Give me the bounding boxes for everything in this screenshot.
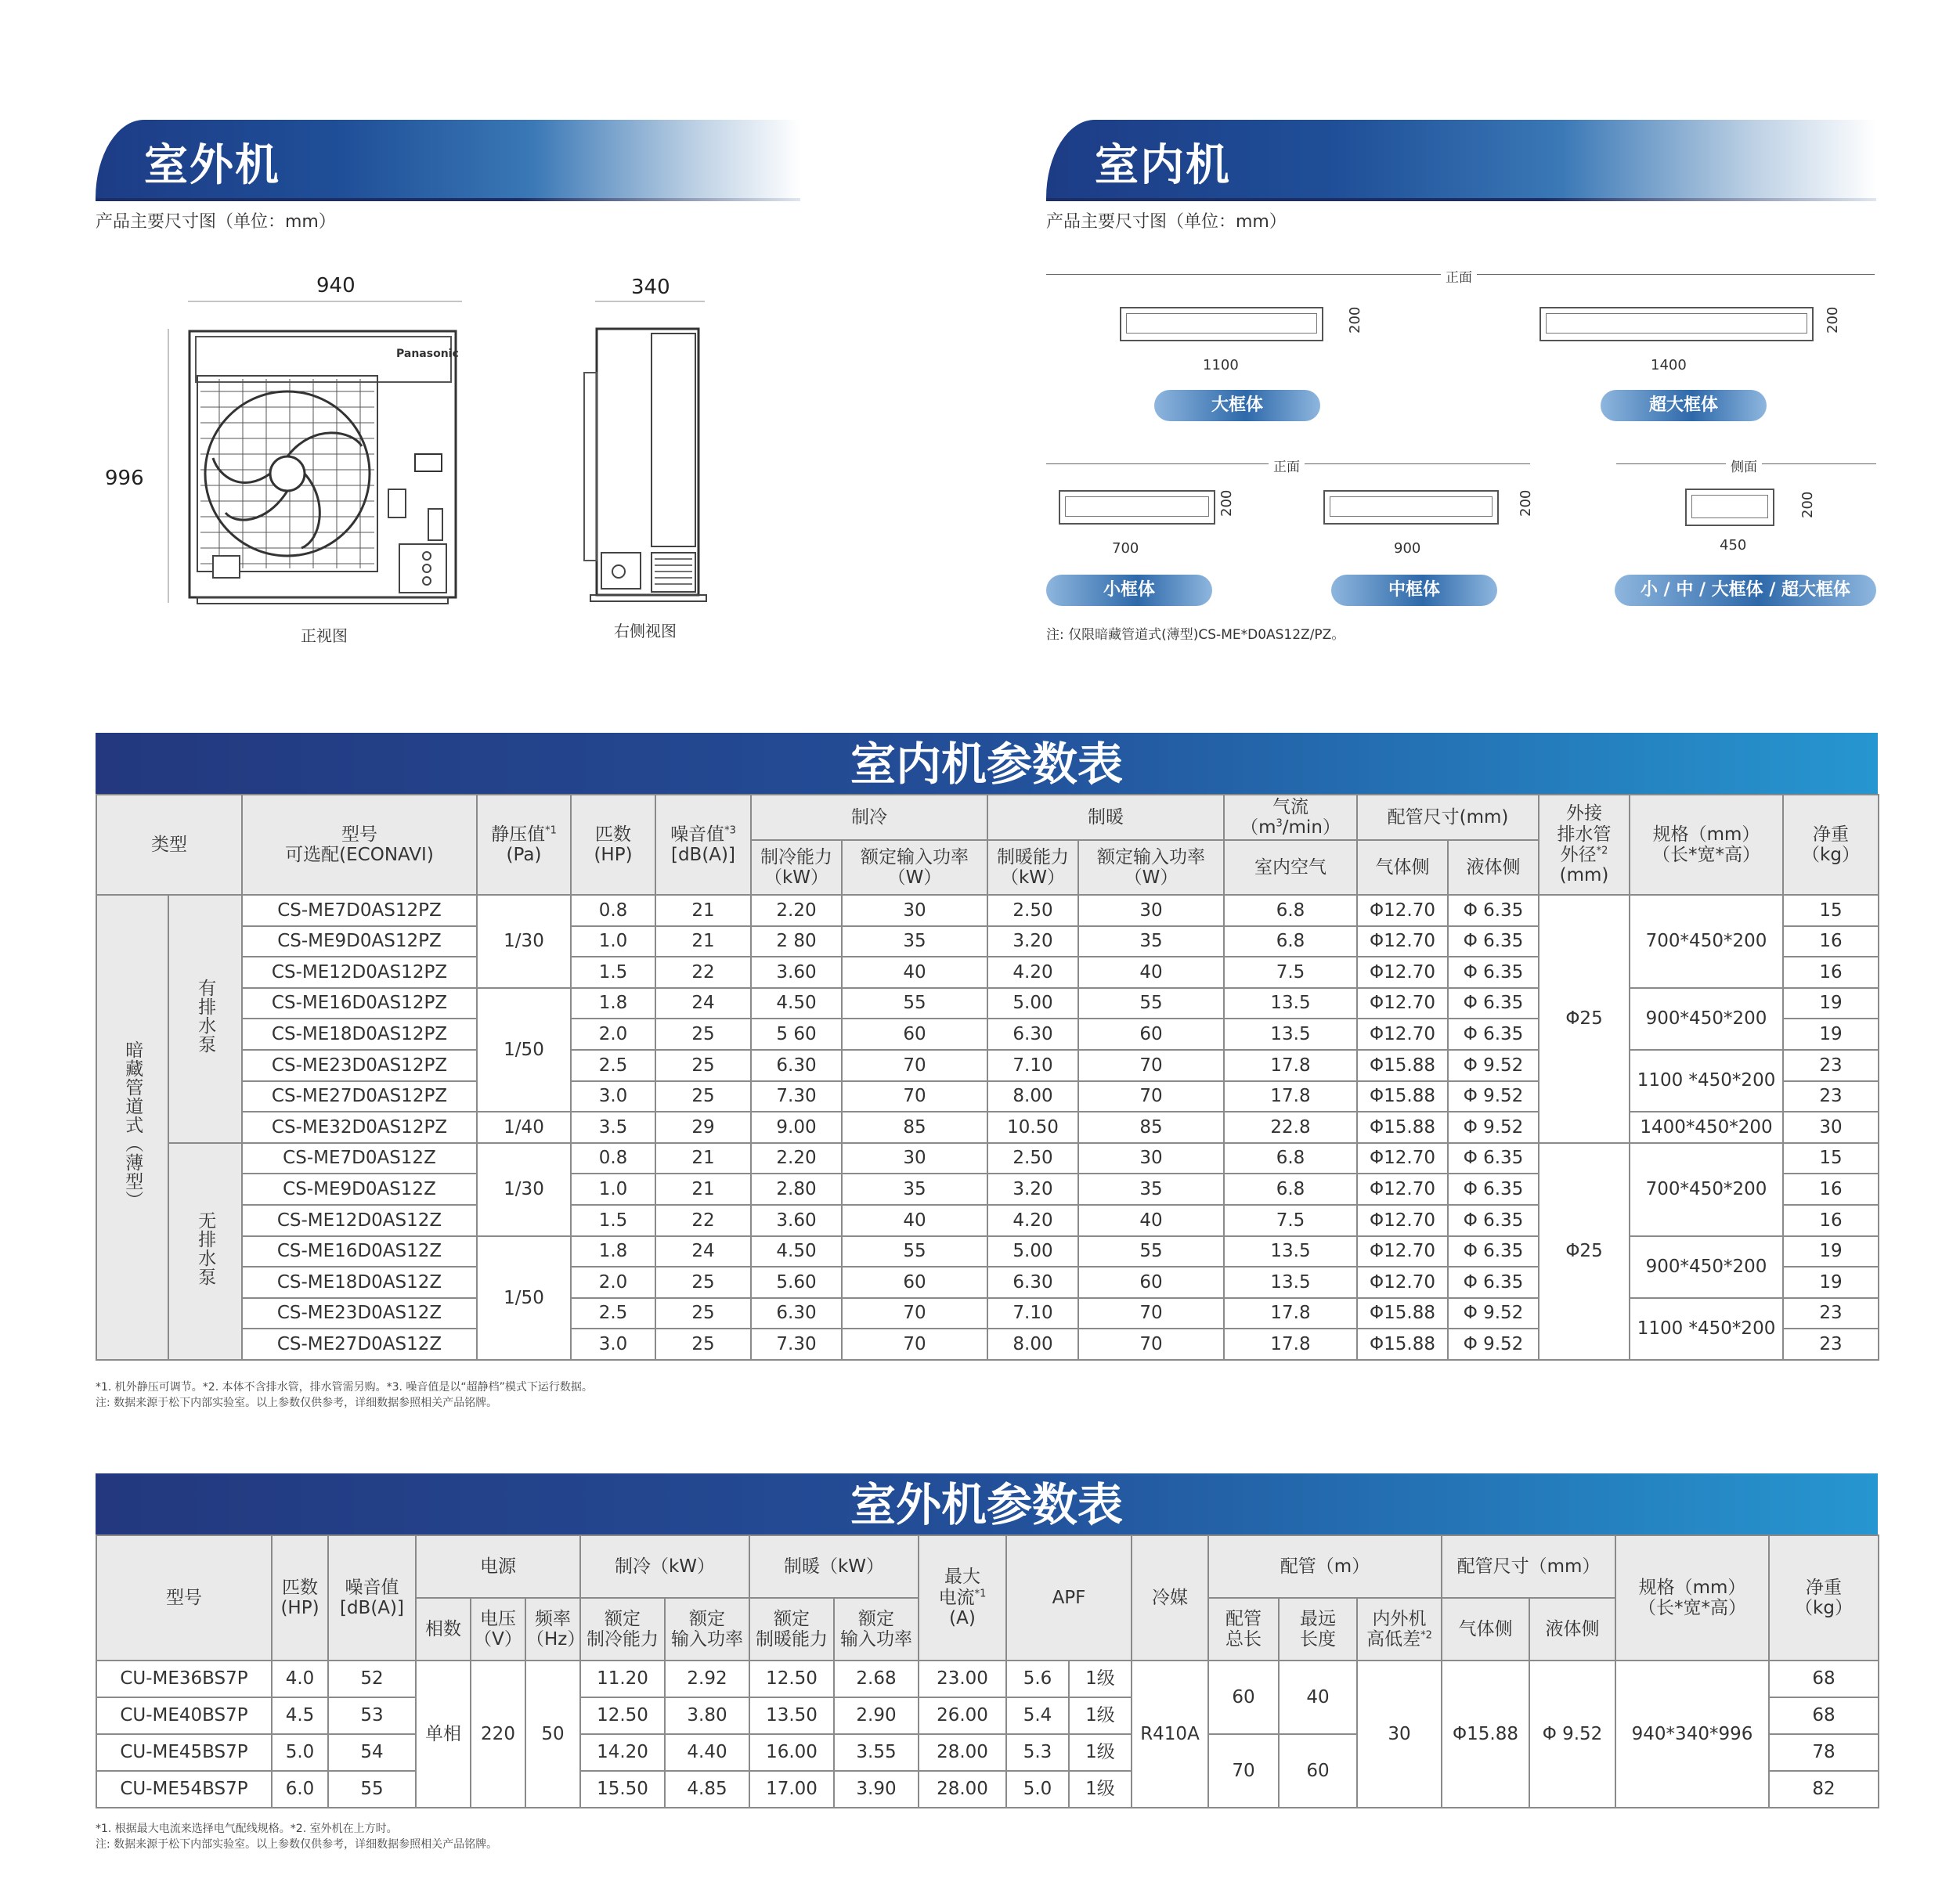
th-cool-pow: 额定输入功率 （W） — [842, 840, 987, 895]
indoor-front-label-1: 正面 — [1441, 266, 1477, 286]
table-row: CU-ME36BS7P 4.0 52 单相 220 50 11.20 2.92 12.50 2.68 23.00 5.6 1级 R410A 60 40 30 Φ15.88 Φ 9.52 940*340*996 68 — [96, 1661, 1879, 1697]
table-row: CS-ME9D0AS12PZ 1.0 21 2 80 35 3.20 35 6.8 Φ12.70 Φ 6.35 16 — [96, 926, 1879, 957]
oth-power: 电源 — [416, 1535, 580, 1598]
table-row: CU-ME45BS7P 5.0 54 14.20 4.40 16.00 3.55 28.00 5.3 1级 70 60 78 — [96, 1734, 1879, 1771]
outdoor-front-caption: 正视图 — [301, 626, 348, 645]
outdoor-side-drawing — [579, 298, 720, 618]
oth-total: 配管 总长 — [1208, 1598, 1279, 1661]
th-pipe: 配管尺寸(mm) — [1357, 795, 1539, 840]
pill-small: 小框体 — [1046, 575, 1212, 606]
th-heat-cap: 制暖能力 （kW） — [987, 840, 1078, 895]
indoor-table-title: 室内机参数表 — [96, 733, 1878, 794]
indoor-title: 室内机 — [1095, 140, 1231, 191]
oth-cool-pow: 额定 输入功率 — [665, 1598, 749, 1661]
indoor-table-notes: *1. 机外静压可调节。*2. 本体不含排水管，排水管需另购。*3. 噪音值是以“超静档”模式下运行数据。 注: 数据来源于松下内部实验室。以上参数仅供参考，详细数据参照相关产品铭牌。 — [96, 1381, 593, 1409]
indoor-side-label: 侧面 — [1726, 456, 1762, 475]
table-row: CS-ME23D0AS12PZ 2.5 25 6.30 70 7.10 70 17.8 Φ15.88 Φ 9.52 1100 *450*200 23 — [96, 1050, 1879, 1081]
th-type: 类型 — [96, 795, 242, 895]
th-cooling: 制冷 — [751, 795, 987, 840]
duct-900-width: 900 — [1394, 540, 1421, 557]
table-row: CS-ME27D0AS12Z 3.0 25 7.30 70 8.00 70 17.8 Φ15.88 Φ 9.52 23 — [96, 1329, 1879, 1360]
outdoor-table-title: 室外机参数表 — [96, 1473, 1878, 1534]
outdoor-param-table — [96, 1534, 1879, 1808]
oth-pipe: 配管尺寸（mm） — [1442, 1535, 1615, 1598]
outdoor-front-height: 996 — [105, 467, 144, 490]
table-row: CS-ME27D0AS12PZ 3.0 25 7.30 70 8.00 70 17.8 Φ15.88 Φ 9.52 23 — [96, 1081, 1879, 1112]
outdoor-banner — [96, 120, 800, 198]
duct-900 — [1323, 490, 1499, 525]
outdoor-table-notes: *1. 根据最大电流来选择电气配线规格。*2. 室外机在上方时。 注: 数据来源于松下内部实验室。以上参数仅供参考，详细数据参照相关产品铭牌。 — [96, 1823, 498, 1851]
oth-freq: 频率 （Hz） — [525, 1598, 580, 1661]
indoor-front-label-2: 正面 — [1269, 456, 1305, 475]
th-hp: 匹数 (HP) — [571, 795, 655, 895]
table-row: CS-ME12D0AS12PZ 1.5 22 3.60 40 4.20 40 7.5 Φ12.70 Φ 6.35 16 — [96, 957, 1879, 988]
duct-700-height: 200 — [1218, 489, 1235, 517]
th-noise: 噪音值$^{*3}$ [dB(A)] — [655, 795, 751, 895]
oth-phase: 相数 — [416, 1598, 471, 1661]
outdoor-side-caption: 右侧视图 — [614, 622, 677, 640]
pill-all: 小 / 中 / 大框体 / 超大框体 — [1615, 575, 1876, 606]
oth-model: 型号 — [96, 1535, 272, 1661]
duct-1100 — [1120, 307, 1323, 341]
table-row: CS-ME16D0AS12Z 1/50 1.8 24 4.50 55 5.00 55 13.5 Φ12.70 Φ 6.35 900*450*200 19 — [96, 1236, 1879, 1268]
table-row: CS-ME32D0AS12PZ 1/40 3.5 29 9.00 85 10.50 85 22.8 Φ15.88 Φ 9.52 1400*450*200 30 — [96, 1112, 1879, 1143]
th-gas: 气体侧 — [1357, 840, 1448, 895]
table-row: CS-ME12D0AS12Z 1.5 22 3.60 40 4.20 40 7.5 Φ12.70 Φ 6.35 16 — [96, 1205, 1879, 1236]
duct-900-height: 200 — [1518, 489, 1534, 517]
oth-apf: APF — [1006, 1535, 1132, 1661]
th-airflow: 气流 $(m^3/\min)$ — [1224, 795, 1357, 840]
th-drain: 外接 排水管 外径$^{*2}$ (mm) — [1539, 795, 1630, 895]
duct-side — [1685, 489, 1774, 526]
oth-heat-pow: 额定 输入功率 — [834, 1598, 919, 1661]
th-cool-cap: 制冷能力 （kW） — [751, 840, 842, 895]
duct-1100-width: 1100 — [1203, 357, 1239, 373]
duct-700 — [1059, 490, 1215, 525]
indoor-banner — [1046, 120, 1876, 198]
outdoor-front-width: 940 — [316, 274, 356, 298]
table-row: CS-ME16D0AS12PZ 1/50 1.8 24 4.50 55 5.00 55 13.5 Φ12.70 Φ 6.35 900*450*200 19 — [96, 988, 1879, 1019]
outdoor-unit-label: 产品主要尺寸图（单位：mm） — [96, 212, 336, 232]
oth-cool-cap: 额定 制冷能力 — [580, 1598, 665, 1661]
duct-side-width: 450 — [1720, 537, 1747, 554]
table-row: CU-ME40BS7P 4.5 53 12.50 3.80 13.50 2.90 26.00 5.4 1级 68 — [96, 1697, 1879, 1734]
table-row: 无排水泵 CS-ME7D0AS12Z 1/30 0.8 21 2.20 30 2.50 30 6.8 Φ12.70 Φ 6.35 Φ25 700*450*200 15 — [96, 1143, 1879, 1174]
table-row: CS-ME23D0AS12Z 2.5 25 6.30 70 7.10 70 17.8 Φ15.88 Φ 9.52 1100 *450*200 23 — [96, 1298, 1879, 1329]
table-row: CU-ME54BS7P 6.0 55 15.50 4.85 17.00 3.90 28.00 5.0 1级 82 — [96, 1771, 1879, 1808]
duct-1400 — [1539, 307, 1814, 341]
outdoor-front-drawing — [157, 290, 485, 618]
table-row: CS-ME18D0AS12Z 2.0 25 5.60 60 6.30 60 13.5 Φ12.70 Φ 6.35 19 — [96, 1267, 1879, 1298]
oth-volt: 电压 （V） — [471, 1598, 525, 1661]
duct-700-width: 700 — [1112, 540, 1139, 557]
table-row: CS-ME18D0AS12PZ 2.0 25 5 60 60 6.30 60 13.5 Φ12.70 Φ 6.35 19 — [96, 1019, 1879, 1050]
th-airflow-sub: 室内空气 — [1224, 840, 1357, 895]
group-pump: 有排水泵 — [168, 895, 242, 1143]
oth-piping: 配管（m） — [1208, 1535, 1442, 1598]
oth-heat-cap: 额定 制暖能力 — [749, 1598, 834, 1661]
duct-1100-height: 200 — [1347, 306, 1363, 334]
duct-1400-height: 200 — [1825, 306, 1841, 334]
oth-spec: 规格（mm） （长*宽*高） — [1615, 1535, 1769, 1661]
indoor-param-table — [96, 794, 1879, 1361]
pill-large: 大框体 — [1154, 390, 1320, 421]
oth-weight: 净重 （kg） — [1769, 1535, 1879, 1661]
indoor-note: 注: 仅限暗藏管道式(薄型)CS-ME*D0AS12Z/PZ。 — [1046, 627, 1345, 643]
outdoor-title: 室外机 — [144, 140, 280, 191]
oth-hp: 匹数 (HP) — [272, 1535, 328, 1661]
outdoor-side-width: 340 — [631, 276, 670, 299]
brand-logo: Panasonic — [396, 348, 459, 360]
oth-cooling: 制冷（kW） — [580, 1535, 749, 1598]
duct-1400-width: 1400 — [1651, 357, 1687, 373]
duct-side-height: 200 — [1799, 491, 1816, 518]
th-heating: 制暖 — [987, 795, 1224, 840]
th-model: 型号 可选配(ECONAVI) — [242, 795, 477, 895]
th-liquid: 液体侧 — [1448, 840, 1539, 895]
th-spec: 规格（mm） （长*宽*高） — [1630, 795, 1783, 895]
oth-gas: 气体侧 — [1442, 1598, 1529, 1661]
oth-noise: 噪音值 [dB(A)] — [328, 1535, 416, 1661]
table-row: 暗藏管道式（薄型） 有排水泵 CS-ME7D0AS12PZ 1/30 0.8 21 2.20 30 2.50 30 6.8 Φ12.70 Φ 6.35 Φ25 700*450*200 15 — [96, 895, 1879, 926]
pill-medium: 中框体 — [1331, 575, 1497, 606]
pill-xlarge: 超大框体 — [1601, 390, 1767, 421]
oth-current: 最大 电流$^{*1}$ (A) — [919, 1535, 1006, 1661]
th-heat-pow: 额定输入功率 （W） — [1078, 840, 1224, 895]
th-weight: 净重 （kg） — [1783, 795, 1879, 895]
oth-heating: 制暖（kW） — [749, 1535, 919, 1598]
group-nopump: 无排水泵 — [168, 1143, 242, 1360]
oth-refrigerant: 冷媒 — [1132, 1535, 1208, 1661]
oth-height: 内外机 高低差$^{*2}$ — [1357, 1598, 1442, 1661]
indoor-unit-label: 产品主要尺寸图（单位：mm） — [1046, 212, 1287, 232]
oth-liquid: 液体侧 — [1529, 1598, 1615, 1661]
category-cell: 暗藏管道式（薄型） — [96, 895, 168, 1360]
table-row: CS-ME9D0AS12Z 1.0 21 2.80 35 3.20 35 6.8 Φ12.70 Φ 6.35 16 — [96, 1174, 1879, 1205]
oth-far: 最远 长度 — [1279, 1598, 1357, 1661]
th-pressure: 静压值$^{*1}$ (Pa) — [477, 795, 571, 895]
